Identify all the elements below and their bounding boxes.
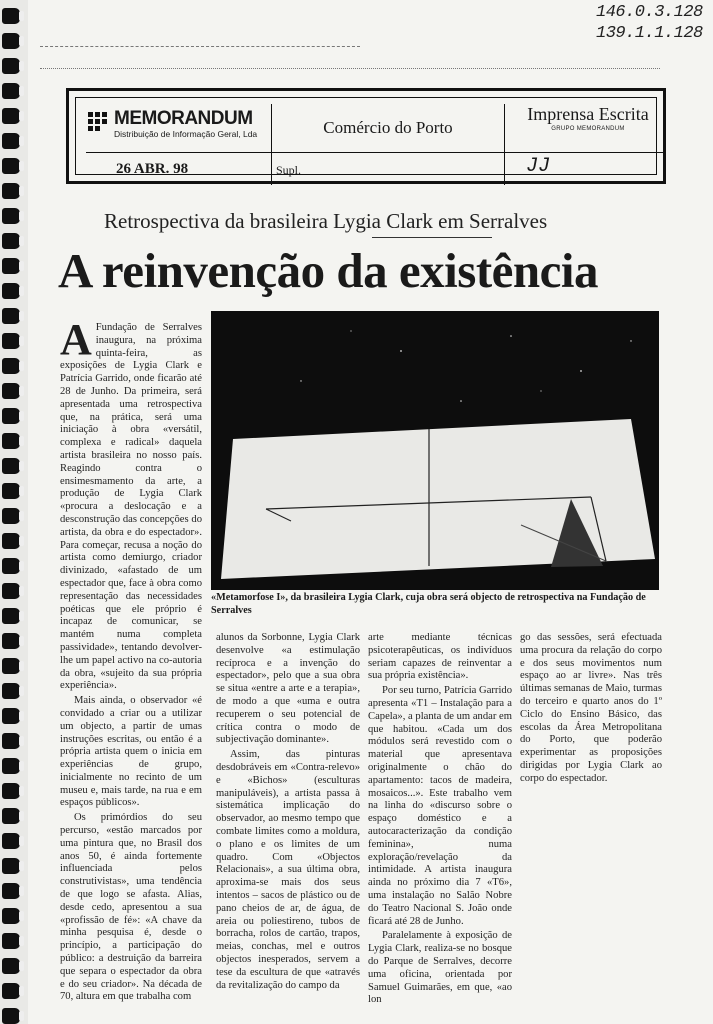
divider: [40, 68, 660, 69]
article-column-1: [60, 315, 202, 1006]
drop-cap: A: [60, 315, 92, 364]
media-type-label: Imprensa Escrita: [527, 104, 649, 124]
binding-ring: [2, 833, 20, 849]
binding-ring: [2, 783, 20, 799]
memorandum-header: [66, 88, 666, 184]
paragraph: Os primórdios do seu percurso, «estão marcados por uma pintura que, no Brasil dos anos 50, é ainda fortemente influenciada pelos construtivistas», uma tendência de que logo se afasta. Alias, desde cedo, apresentou a sua «profissão de fé»: «A chave da minha pesquisa é, desde o princípio, a participação do público: a destruição da barreira que separa o espectador da obra e do seu criador». Na década de 70, altura em que trabalha com: [60, 812, 202, 1003]
binding-ring: [2, 883, 20, 899]
binding-ring: [2, 233, 20, 249]
newspaper-source: Comércio do Porto: [271, 104, 505, 152]
publication-date: 26 ABR. 98: [116, 161, 189, 177]
paragraph: Assim, das pinturas desdobráveis em «Contra-relevo» e «Bichos» (esculturas manipuláveis), a artista passa à sistemática implicação do observador, ao mesmo tempo que combate limites como a moldura, o plano e os limites de um quadro. Com «Objectos Relacionais», a sua última obra, aproxima-se mais dos seus intentos – sacos de plástico ou de pano cheios de ar, de água, de areia ou poliestireno, tubos de borracha, rolos de cartão, trapos, meias, conchas, mel e outros objectos inesperados, servem a tese da escultura de que «através da revitalização do campo da: [216, 749, 360, 991]
spiral-binding: [0, 0, 28, 1024]
paragraph: A Fundação de Serralves inaugura, na próxima quinta-feira, as exposições de Lygia Clark e Patrícia Garrido, onde ficarão até 28 de Junho. Da primeira, será apresentada uma retrospectiva que, na prática, será uma iniciação à obra «versátil, complexa e radical» daquela artista brasileira no nosso país. Reagindo contra o ensimesmamento da arte, a produção de Lygia Clark «procura a deslocação e a desconstrução das concepções do artista, da obra e do espectador». Para começar, recusa a noção do artista como demiurgo, criador divinizado, «afastado de um espectador que, face à obra como representação das necessidades poéticas que ele próprio é incapaz de comunicar, se mantém numa completa passividade», tentando devolver-lhe um papel activo na co-autoria da obra, «sujeito da sua própria experiência».: [60, 315, 202, 692]
binding-ring: [2, 933, 20, 949]
binding-ring: [2, 758, 20, 774]
article-column-4: [520, 632, 662, 788]
binding-ring: [2, 908, 20, 924]
binding-ring: [2, 658, 20, 674]
archive-ref-2: 139.1.1.128: [596, 24, 703, 43]
binding-ring: [2, 983, 20, 999]
header-details-row: [86, 152, 666, 185]
hand-underline: [372, 237, 492, 238]
binding-ring: [2, 708, 20, 724]
binding-ring: [2, 583, 20, 599]
binding-ring: [2, 283, 20, 299]
paragraph: alunos da Sorbonne, Lygia Clark desenvolve «a estimulação recíproca e a invenção do espectador», pelo que a sua obra se situa «entre a arte e a terapia», de modo a que «uma e outra recuperem o seu potencial de crítica contra o modo de subjectivação dominante».: [216, 632, 360, 746]
binding-ring: [2, 633, 20, 649]
binding-ring: [2, 408, 20, 424]
logo-subtitle: Distribuição de Informação Geral, Lda: [114, 129, 258, 139]
binding-ring: [2, 333, 20, 349]
paragraph: go das sessões, será efectuada uma procura da relação do corpo e dos seus movimentos num espaço ao ar livre». Nas três últimas semanas de Maio, turmas do terceiro e quarto anos do 1º Ciclo do Ensino Básico, das escolas da Área Metropolitana do Porto, que poderão experimentar as proposições dirigidas por Lygia Clark ao corpo do espectador.: [520, 632, 662, 784]
paragraph: Mais ainda, o observador «é convidado a criar ou a utilizar um objecto, a partir de umas instruções escritas, ou então é a própria artista quem o inicia em experiências de grupo, inicialmente no recinto de um museu e, mais tarde, na rua e em espaços públicos».: [60, 695, 202, 809]
binding-ring: [2, 1008, 20, 1024]
binding-ring: [2, 458, 20, 474]
media-type: [508, 104, 668, 132]
binding-ring: [2, 58, 20, 74]
binding-ring: [2, 208, 20, 224]
supplement-label: Supl.: [276, 163, 302, 177]
article-column-3: [368, 632, 512, 1009]
binding-ring: [2, 308, 20, 324]
binding-ring: [2, 133, 20, 149]
article-column-2: [216, 632, 360, 994]
logo-icon: [88, 112, 110, 134]
logo-name: MEMORANDUM: [114, 108, 253, 129]
article-kicker: Retrospectiva da brasileira Lygia Clark em Serralves: [104, 209, 548, 233]
paragraph: Paralelamente à exposição de Lygia Clark, realiza-se no bosque do Parque de Serralves, decorre uma oficina, orientada por Samuel Guimarães, em que, «ao lon: [368, 930, 512, 1006]
binding-ring: [2, 108, 20, 124]
paragraph: arte mediante técnicas psicoterapêuticas, os indivíduos seriam capazes de reinventar a sua própria existência».: [368, 632, 512, 682]
paragraph: Por seu turno, Patrícia Garrido apresenta «T1 – Instalação para a Capela», a planta de um andar em que habitou. «Cada um dos módulos será revestido com o material que apresentava originalmente o chão do apartamento: tacos de madeira, mosaicos...». Este trabalho vem na linha do «discurso sobre o espaço doméstico e a autocaracterização da condição feminina», numa exploração/revelação da intimidade. A artista inaugura ainda no próximo dia 7 «T6», uma instalação no Salão Nobre do Teatro Nacional S. João onde ficará até 28 de Junho.: [368, 685, 512, 927]
binding-ring: [2, 383, 20, 399]
binding-ring: [2, 33, 20, 49]
group-label: GRUPO MEMORANDUM: [551, 126, 625, 132]
article-headline: A reinvenção da existência: [58, 243, 599, 298]
supplement-cell: [271, 153, 505, 185]
binding-ring: [2, 183, 20, 199]
binding-ring: [2, 483, 20, 499]
divider: [40, 46, 360, 47]
binding-ring: [2, 258, 20, 274]
binding-ring: [2, 808, 20, 824]
page-mark: JJ: [526, 155, 551, 178]
binding-ring: [2, 8, 20, 24]
binding-ring: [2, 508, 20, 524]
artwork-photo: [211, 311, 659, 590]
binding-ring: [2, 83, 20, 99]
binding-ring: [2, 533, 20, 549]
binding-ring: [2, 158, 20, 174]
binding-ring: [2, 608, 20, 624]
binding-ring: [2, 558, 20, 574]
binding-ring: [2, 433, 20, 449]
binding-ring: [2, 858, 20, 874]
binding-ring: [2, 958, 20, 974]
binding-ring: [2, 358, 20, 374]
metamorfose-artwork-image: [211, 311, 659, 590]
binding-ring: [2, 683, 20, 699]
photo-caption: «Metamorfose I», da brasileira Lygia Clark, cuja obra será objecto de retrospectiva na Fundação de Serralves: [211, 592, 646, 616]
archive-ref-1: 146.0.3.128: [596, 3, 703, 22]
binding-ring: [2, 733, 20, 749]
